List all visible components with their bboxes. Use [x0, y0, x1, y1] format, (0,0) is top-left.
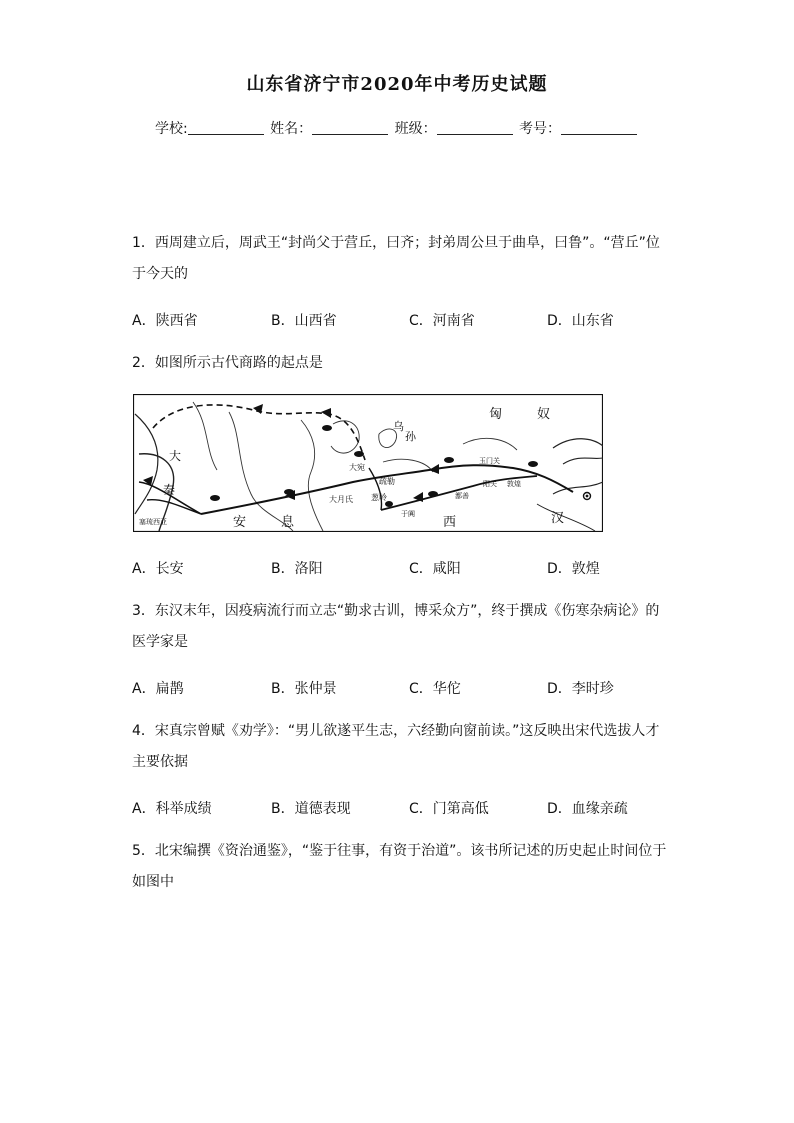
map-label-wusun-2: 孙 — [405, 430, 416, 443]
class-label: 班级： — [394, 121, 437, 137]
question-4-option-d[interactable]: D．血缘亲疏 — [547, 801, 628, 817]
question-3-option-c[interactable]: C．华佗 — [409, 681, 461, 697]
question-1-option-c[interactable]: C．河南省 — [409, 313, 475, 329]
map-label-an: 安 — [233, 515, 247, 530]
map-label-xiongnu-1: 匈 — [489, 407, 503, 422]
silk-road-map-figure — [133, 394, 603, 532]
question-2: 2．如图所示古代商路的起点是 — [132, 355, 323, 371]
map-label-xiongnu-2: 奴 — [537, 407, 551, 422]
map-label-xi-west: 西 — [443, 515, 457, 530]
map-label-dayuan: 大宛 — [349, 463, 365, 472]
question-2-option-b[interactable]: B．洛阳 — [271, 561, 323, 577]
class-blank[interactable] — [437, 120, 513, 135]
question-3-option-a[interactable]: A．扁鹊 — [132, 681, 184, 697]
silk-road-map — [133, 394, 603, 532]
map-label-yangguan: 阳关 — [483, 480, 497, 488]
question-2-option-d[interactable]: D．敦煌 — [547, 561, 600, 577]
question-3-option-b[interactable]: B．张仲景 — [271, 681, 337, 697]
map-label-da: 大 — [169, 449, 182, 463]
school-blank[interactable] — [188, 120, 264, 135]
page-title: 山东省济宁市2020年中考历史试题 — [246, 74, 548, 95]
question-3: 3．东汉末年，因疫病流行而立志“勤求古训，博采众方”，终于撰成《伤寒杂病论》的医学家是 — [132, 603, 660, 650]
student-info-line — [0, 118, 794, 138]
exam-number-blank[interactable] — [561, 120, 637, 135]
question-2-option-a[interactable]: A．长安 — [132, 561, 184, 577]
map-label-dayuezhi: 大月氏 — [329, 495, 353, 504]
question-1-option-d[interactable]: D．山东省 — [547, 313, 614, 329]
question-4-option-a[interactable]: A．科举成绩 — [132, 801, 212, 817]
question-1: 1．西周建立后，周武王“封尚父于营丘，曰齐；封弟周公旦于曲阜，曰鲁”。“营丘”位于今天的 — [132, 235, 660, 282]
exam-number-label: 考号： — [519, 121, 562, 137]
school-label: 学校: — [154, 121, 188, 137]
question-3-option-d[interactable]: D．李时珍 — [547, 681, 614, 697]
question-4-option-b[interactable]: B．道德表现 — [271, 801, 351, 817]
map-label-ancient-site: 塞琉西亚 — [139, 518, 167, 526]
map-label-yumenguan: 玉门关 — [479, 457, 500, 465]
question-1-option-a[interactable]: A．陕西省 — [132, 313, 198, 329]
map-label-yutian: 于阗 — [401, 510, 415, 518]
map-label-dunhuang: 敦煌 — [507, 480, 521, 488]
question-1-option-b[interactable]: B．山西省 — [271, 313, 337, 329]
name-blank[interactable] — [312, 120, 388, 135]
map-label-han: 汉 — [551, 511, 565, 526]
question-2-option-c[interactable]: C．咸阳 — [409, 561, 461, 577]
map-label-xi-parthia: 息 — [281, 515, 295, 530]
map-label-shule: 疏勒 — [379, 477, 395, 486]
map-label-congling: 葱岭 — [371, 493, 387, 502]
question-5: 5．北宋编撰《资治通鉴》，“鉴于往事，有资于治道”。该书所记述的历史起止时间位于如图中 — [132, 843, 667, 890]
name-label: 姓名： — [270, 121, 313, 137]
question-4-option-c[interactable]: C．门第高低 — [409, 801, 489, 817]
map-label-wusun-1: 乌 — [393, 420, 404, 433]
map-label-qin: 秦 — [163, 483, 176, 497]
map-label-shanshan: 鄯善 — [455, 492, 469, 500]
question-4: 4．宋真宗曾赋《劝学》：“男儿欲遂平生志，六经勤向窗前读。”这反映出宋代选拔人才主要依据 — [132, 723, 660, 770]
